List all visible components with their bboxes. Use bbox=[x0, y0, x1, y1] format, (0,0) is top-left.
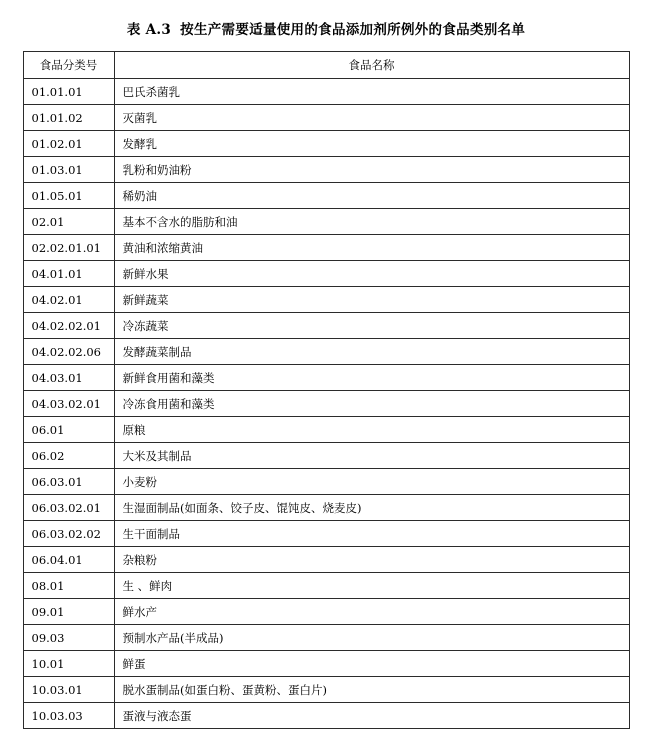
table-row bbox=[23, 391, 629, 417]
cell-name: 大米及其制品 bbox=[114, 443, 629, 469]
cell-name: 生干面制品 bbox=[114, 521, 629, 547]
table-row bbox=[23, 105, 629, 131]
cell-name: 发酵蔬菜制品 bbox=[114, 339, 629, 365]
cell-name: 生 、鲜肉 bbox=[114, 573, 629, 599]
food-category-table bbox=[23, 51, 630, 729]
cell-name: 基本不含水的脂肪和油 bbox=[114, 209, 629, 235]
cell-name: 鲜水产 bbox=[114, 599, 629, 625]
cell-name: 鲜蛋 bbox=[114, 651, 629, 677]
table-row bbox=[23, 651, 629, 677]
table-row bbox=[23, 157, 629, 183]
table-header bbox=[23, 52, 629, 79]
cell-name: 蛋液与液态蛋 bbox=[114, 703, 629, 729]
cell-code: 09.03 bbox=[23, 625, 114, 651]
table-title-text: 按生产需要适量使用的食品添加剂所例外的食品类别名单 bbox=[180, 22, 526, 38]
table-title-label: 表 A.3 bbox=[126, 22, 172, 38]
table-body bbox=[23, 79, 629, 729]
table-row bbox=[23, 521, 629, 547]
table-row bbox=[23, 131, 629, 157]
table-row bbox=[23, 495, 629, 521]
cell-name: 冷冻食用菌和藻类 bbox=[114, 391, 629, 417]
cell-code: 04.02.02.01 bbox=[23, 313, 114, 339]
cell-code: 01.01.01 bbox=[23, 79, 114, 105]
cell-name: 冷冻蔬菜 bbox=[114, 313, 629, 339]
cell-name: 黄油和浓缩黄油 bbox=[114, 235, 629, 261]
table-row bbox=[23, 79, 629, 105]
cell-name: 新鲜蔬菜 bbox=[114, 287, 629, 313]
cell-code: 06.03.02.02 bbox=[23, 521, 114, 547]
cell-code: 06.03.01 bbox=[23, 469, 114, 495]
table-row bbox=[23, 417, 629, 443]
cell-code: 04.01.01 bbox=[23, 261, 114, 287]
cell-code: 10.01 bbox=[23, 651, 114, 677]
cell-code: 06.02 bbox=[23, 443, 114, 469]
cell-code: 01.03.01 bbox=[23, 157, 114, 183]
table-header-row bbox=[23, 52, 629, 79]
cell-code: 06.04.01 bbox=[23, 547, 114, 573]
cell-code: 06.01 bbox=[23, 417, 114, 443]
table-row bbox=[23, 313, 629, 339]
cell-name: 灭菌乳 bbox=[114, 105, 629, 131]
table-row bbox=[23, 183, 629, 209]
table-row bbox=[23, 625, 629, 651]
cell-code: 09.01 bbox=[23, 599, 114, 625]
cell-code: 04.03.01 bbox=[23, 365, 114, 391]
cell-name: 预制水产品(半成品) bbox=[114, 625, 629, 651]
table-row bbox=[23, 469, 629, 495]
column-header-code: 食品分类号 bbox=[23, 52, 114, 79]
cell-code: 06.03.02.01 bbox=[23, 495, 114, 521]
table-row bbox=[23, 677, 629, 703]
cell-code: 08.01 bbox=[23, 573, 114, 599]
cell-name: 杂粮粉 bbox=[114, 547, 629, 573]
table-row bbox=[23, 339, 629, 365]
table-title bbox=[0, 0, 652, 51]
cell-name: 脱水蛋制品(如蛋白粉、蛋黄粉、蛋白片) bbox=[114, 677, 629, 703]
cell-code: 10.03.01 bbox=[23, 677, 114, 703]
cell-code: 01.05.01 bbox=[23, 183, 114, 209]
table-row bbox=[23, 287, 629, 313]
cell-name: 原粮 bbox=[114, 417, 629, 443]
cell-name: 新鲜水果 bbox=[114, 261, 629, 287]
table-row bbox=[23, 235, 629, 261]
cell-code: 10.03.03 bbox=[23, 703, 114, 729]
cell-name: 乳粉和奶油粉 bbox=[114, 157, 629, 183]
table-row bbox=[23, 443, 629, 469]
table-row bbox=[23, 261, 629, 287]
cell-name: 小麦粉 bbox=[114, 469, 629, 495]
cell-code: 02.02.01.01 bbox=[23, 235, 114, 261]
cell-name: 发酵乳 bbox=[114, 131, 629, 157]
cell-name: 稀奶油 bbox=[114, 183, 629, 209]
cell-code: 01.01.02 bbox=[23, 105, 114, 131]
column-header-name: 食品名称 bbox=[114, 52, 629, 79]
cell-name: 巴氏杀菌乳 bbox=[114, 79, 629, 105]
cell-code: 04.02.01 bbox=[23, 287, 114, 313]
table-row bbox=[23, 365, 629, 391]
cell-code: 04.02.02.06 bbox=[23, 339, 114, 365]
cell-name: 新鲜食用菌和藻类 bbox=[114, 365, 629, 391]
table-row bbox=[23, 573, 629, 599]
table-row bbox=[23, 547, 629, 573]
table-row bbox=[23, 599, 629, 625]
cell-code: 02.01 bbox=[23, 209, 114, 235]
cell-code: 04.03.02.01 bbox=[23, 391, 114, 417]
cell-code: 01.02.01 bbox=[23, 131, 114, 157]
cell-name: 生湿面制品(如面条、饺子皮、馄饨皮、烧麦皮) bbox=[114, 495, 629, 521]
table-row bbox=[23, 209, 629, 235]
